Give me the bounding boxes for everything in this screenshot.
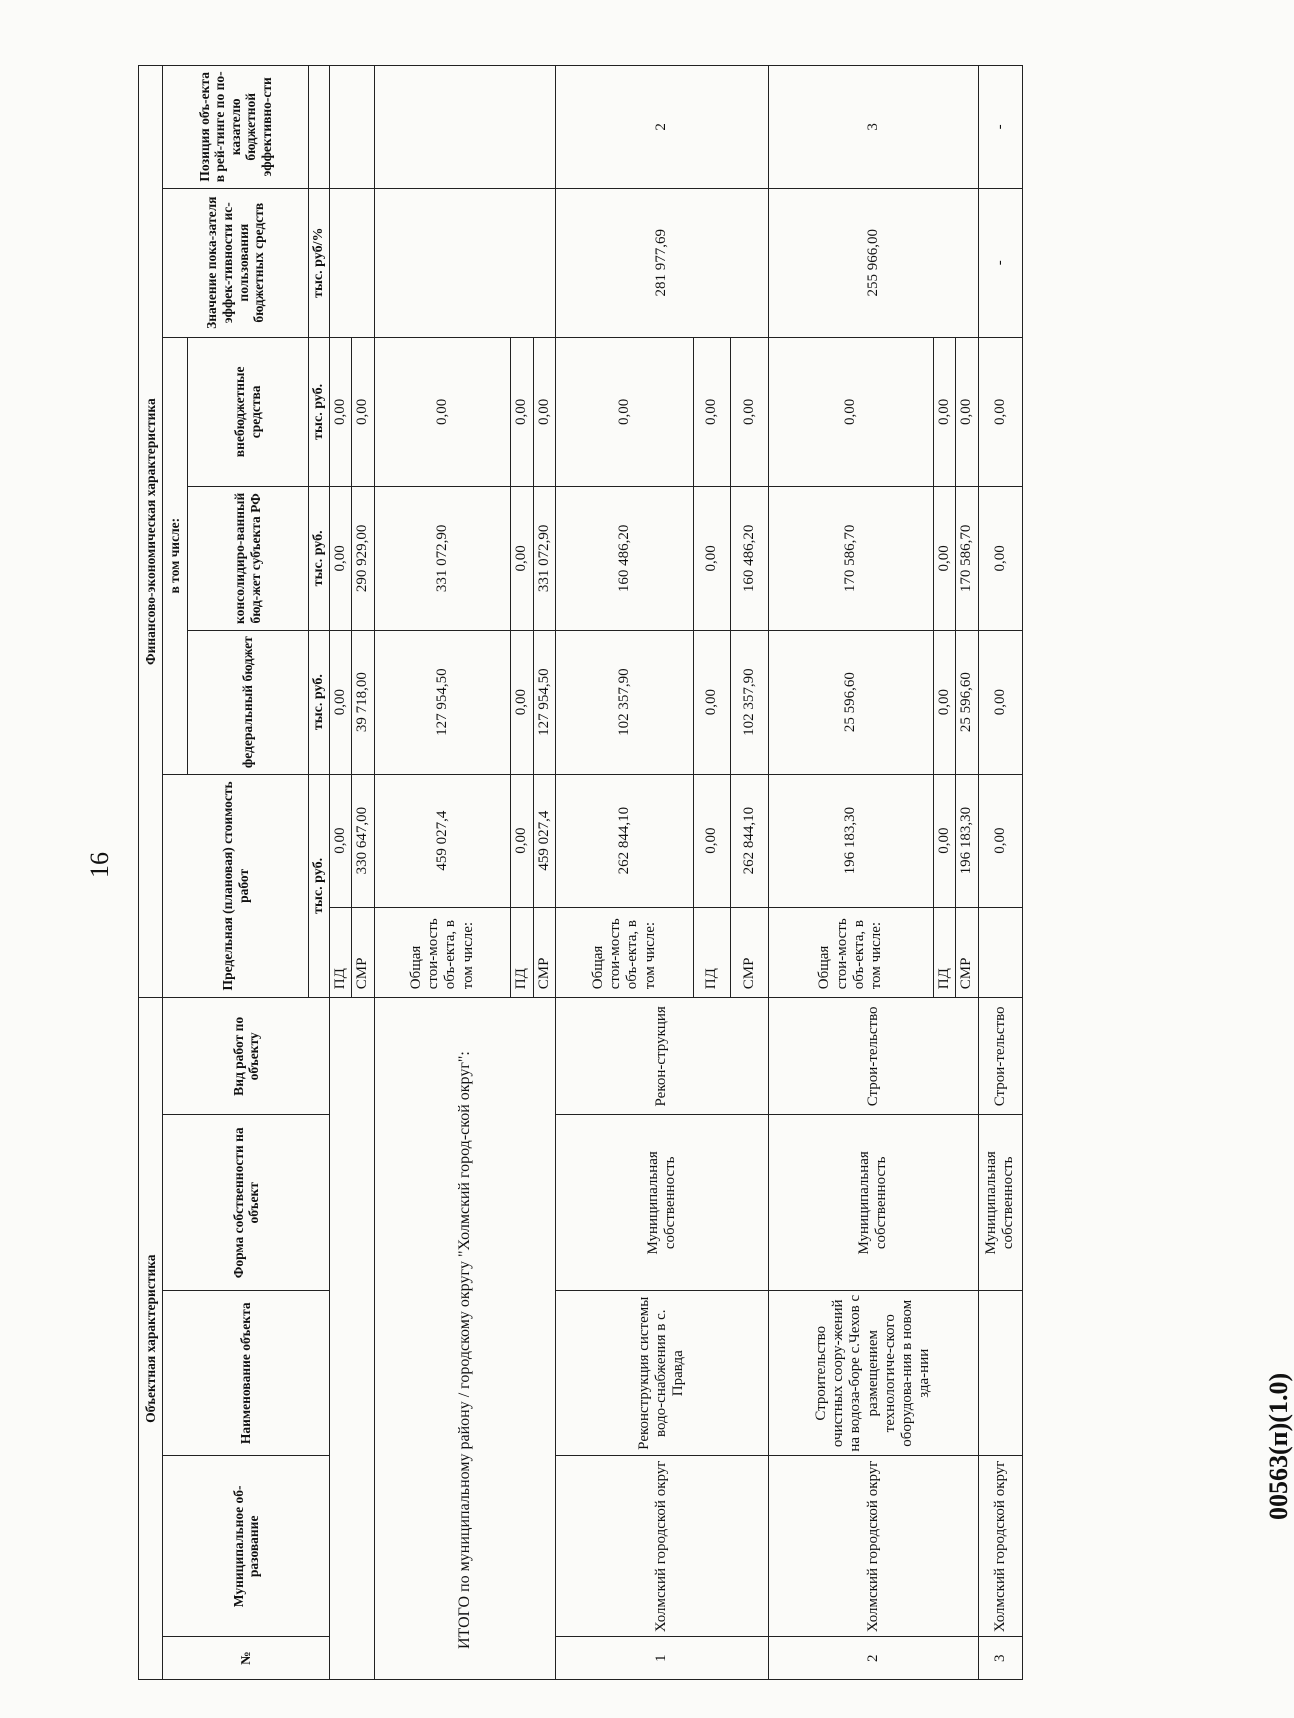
blank-cell — [374, 66, 555, 189]
unit-federal: тыс. руб. — [308, 630, 329, 774]
cost-cell: 459 027,4 — [374, 774, 511, 907]
table-row — [978, 66, 1022, 1680]
pd-label: ПД — [934, 907, 956, 998]
table-row — [768, 66, 933, 1680]
regional-cell: 170 586,70 — [956, 486, 978, 630]
pd-label: ПД — [329, 907, 351, 998]
table-row — [329, 66, 351, 1680]
federal-cell: 0,00 — [978, 630, 1022, 774]
rating-cell: 2 — [555, 66, 768, 189]
regional-cell: 0,00 — [511, 486, 533, 630]
rotated-table-wrapper — [138, 65, 1023, 1680]
group-object-characteristic: Объектная характеристика — [139, 998, 163, 1680]
general-cost-label — [978, 907, 1022, 998]
regional-cell: 331 072,90 — [533, 486, 555, 630]
page-number: 16 — [85, 852, 114, 878]
column-header-ownership: Форма собственности на объект — [163, 1115, 330, 1291]
blank-cell — [374, 188, 555, 337]
rating-cell: - — [978, 66, 1022, 189]
smr-label: СМР — [533, 907, 555, 998]
pd-label: ПД — [693, 907, 730, 998]
cost-cell: 0,00 — [978, 774, 1022, 907]
column-header-efficiency: Значение пока-зателя эффек-тивности ис-пользования бюджетных средств — [163, 188, 309, 337]
smr-label: СМР — [352, 907, 374, 998]
investment-objects-table — [138, 65, 1023, 1680]
header-group-row — [139, 66, 163, 1680]
column-header-cost: Предельная (плановая) стоимость работ — [163, 774, 309, 998]
column-header-federal-budget: федеральный бюджет — [187, 630, 308, 774]
regional-cell: 170 586,70 — [768, 486, 933, 630]
federal-cell: 0,00 — [511, 630, 533, 774]
column-header-no: № — [163, 1637, 330, 1680]
federal-cell: 127 954,50 — [533, 630, 555, 774]
ownership-cell: Муниципальная собственность — [768, 1115, 978, 1291]
rating-cell: 3 — [768, 66, 978, 189]
municipality-cell: Холмский городской округ — [555, 1456, 768, 1637]
regional-cell: 290 929,00 — [352, 486, 374, 630]
off-budget-cell: 0,00 — [956, 337, 978, 486]
unit-rating — [308, 66, 329, 189]
off-budget-cell: 0,00 — [768, 337, 933, 486]
off-budget-cell: 0,00 — [693, 337, 730, 486]
off-budget-cell: 0,00 — [978, 337, 1022, 486]
regional-cell: 0,00 — [329, 486, 351, 630]
off-budget-cell: 0,00 — [511, 337, 533, 486]
ownership-cell: Муниципальная собственность — [555, 1115, 768, 1291]
total-label: ИТОГО по муниципальному району / городскому округу "Холмский город-ской округ": — [374, 998, 555, 1680]
object-name-cell: Реконструкция системы водо-снабжения в с. Правда — [555, 1291, 768, 1456]
regional-cell: 0,00 — [978, 486, 1022, 630]
federal-cell: 25 596,60 — [956, 630, 978, 774]
pd-label: ПД — [511, 907, 533, 998]
efficiency-cell: 255 966,00 — [768, 188, 978, 337]
regional-cell: 160 486,20 — [731, 486, 768, 630]
column-header-including: в том числе: — [163, 337, 187, 774]
cost-cell: 459 027,4 — [533, 774, 555, 907]
unit-efficiency: тыс. руб/% — [308, 188, 329, 337]
column-header-object-name: Наименование объекта — [163, 1291, 330, 1456]
unit-regional: тыс. руб. — [308, 486, 329, 630]
cost-cell: 196 183,30 — [956, 774, 978, 907]
ownership-cell: Муниципальная собственность — [978, 1115, 1022, 1291]
row-number: 1 — [555, 1637, 768, 1680]
regional-cell: 160 486,20 — [555, 486, 693, 630]
blank-cell — [329, 188, 374, 337]
off-budget-cell: 0,00 — [533, 337, 555, 486]
off-budget-cell: 0,00 — [352, 337, 374, 486]
row-number: 2 — [768, 1637, 978, 1680]
work-type-cell: Строи-тельство — [978, 998, 1022, 1115]
object-name-cell — [978, 1291, 1022, 1456]
table-row — [555, 66, 693, 1680]
federal-cell: 127 954,50 — [374, 630, 511, 774]
cost-cell: 0,00 — [693, 774, 730, 907]
column-header-work-type: Вид работ по объекту — [163, 998, 330, 1115]
off-budget-cell: 0,00 — [934, 337, 956, 486]
cost-cell: 196 183,30 — [768, 774, 933, 907]
column-header-off-budget: внебюджетные средства — [187, 337, 308, 486]
cost-cell: 0,00 — [934, 774, 956, 907]
object-name-cell: Строительство очистных соору-жений на водоза-боре с.Чехов с размещением технологиче-ского оборудова-ния в новом зда-нии — [768, 1291, 978, 1456]
group-financial-characteristic: Финансово-экономическая характеристика — [139, 66, 163, 998]
smr-label: СМР — [731, 907, 768, 998]
federal-cell: 39 718,00 — [352, 630, 374, 774]
federal-cell: 102 357,90 — [555, 630, 693, 774]
row-number: 3 — [978, 1637, 1022, 1680]
off-budget-cell: 0,00 — [329, 337, 351, 486]
off-budget-cell: 0,00 — [731, 337, 768, 486]
column-header-rating: Позиция объ-екта в рей-тинге по по-казателю бюджетной эффективно-сти — [163, 66, 309, 189]
municipality-cell: Холмский городской округ — [768, 1456, 978, 1637]
smr-label: СМР — [956, 907, 978, 998]
blank-cell — [329, 998, 374, 1680]
cost-cell: 0,00 — [329, 774, 351, 907]
federal-cell: 25 596,60 — [768, 630, 933, 774]
header-row — [163, 66, 187, 1680]
general-cost-label: Общая стои-мость объ-екта, в том числе: — [555, 907, 693, 998]
federal-cell: 0,00 — [934, 630, 956, 774]
off-budget-cell: 0,00 — [555, 337, 693, 486]
table-row — [374, 66, 511, 1680]
work-type-cell: Рекон-струкция — [555, 998, 768, 1115]
column-header-municipality: Муниципальное об-разование — [163, 1456, 330, 1637]
efficiency-cell: - — [978, 188, 1022, 337]
regional-cell: 0,00 — [693, 486, 730, 630]
column-header-regional-budget: консолидиро-ванный бюд-жет субъекта РФ — [187, 486, 308, 630]
regional-cell: 331 072,90 — [374, 486, 511, 630]
general-cost-label: Общая стои-мость объ-екта, в том числе: — [768, 907, 933, 998]
cost-cell: 0,00 — [511, 774, 533, 907]
off-budget-cell: 0,00 — [374, 337, 511, 486]
federal-cell: 102 357,90 — [731, 630, 768, 774]
efficiency-cell: 281 977,69 — [555, 188, 768, 337]
municipality-cell: Холмский городской округ — [978, 1456, 1022, 1637]
unit-off-budget: тыс. руб. — [308, 337, 329, 486]
cost-cell: 262 844,10 — [731, 774, 768, 907]
regional-cell: 0,00 — [934, 486, 956, 630]
blank-cell — [329, 66, 374, 189]
general-cost-label: Общая стои-мость объ-екта, в том числе: — [374, 907, 511, 998]
cost-cell: 330 647,00 — [352, 774, 374, 907]
document-code: 00563(п)(1.0) — [1264, 1372, 1293, 1520]
federal-cell: 0,00 — [693, 630, 730, 774]
unit-cost: тыс. руб. — [308, 774, 329, 998]
work-type-cell: Строи-тельство — [768, 998, 978, 1115]
federal-cell: 0,00 — [329, 630, 351, 774]
cost-cell: 262 844,10 — [555, 774, 693, 907]
